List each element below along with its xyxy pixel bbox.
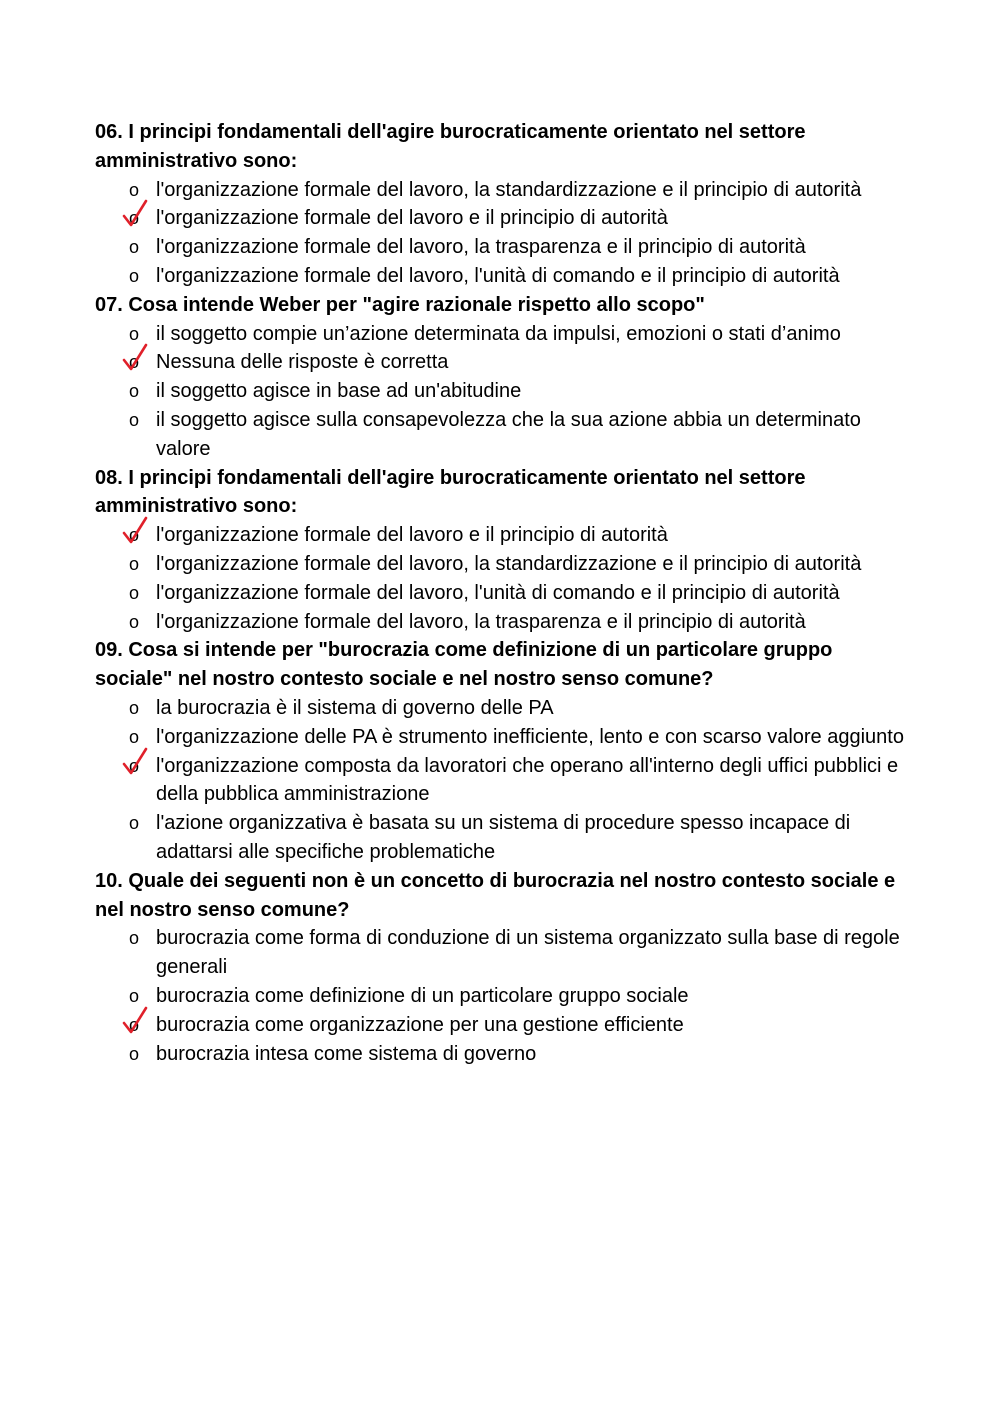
circle-bullet-icon: o xyxy=(128,1043,139,1064)
answer-option xyxy=(95,752,915,810)
question-block xyxy=(95,636,915,866)
question-block xyxy=(95,867,915,1069)
circle-bullet-icon: o xyxy=(128,323,139,344)
answer-text: l'organizzazione formale del lavoro e il principio di autorità xyxy=(156,524,668,547)
answer-text: il soggetto agisce sulla consapevolezza che la sua azione abbia un determinato valore xyxy=(156,408,861,460)
answer-option xyxy=(95,809,915,867)
answer-text: la burocrazia è il sistema di governo delle PA xyxy=(156,696,554,719)
circle-bullet-icon: o xyxy=(128,697,139,718)
answer-text: l'organizzazione formale del lavoro, la trasparenza e il principio di autorità xyxy=(156,236,806,259)
answer-option xyxy=(95,723,915,752)
question-title: 09. Cosa si intende per "burocrazia come definizione di un particolare gruppo sociale" nel nostro contesto sociale e nel nostro senso comune? xyxy=(95,639,833,691)
answer-options xyxy=(95,924,915,1068)
answer-text: l'organizzazione formale del lavoro, la standardizzazione e il principio di autorità xyxy=(156,178,862,201)
question-title: 08. I principi fondamentali dell'agire burocraticamente orientato nel settore amministrativo sono: xyxy=(95,466,806,518)
question-block xyxy=(95,118,915,291)
answer-text: burocrazia come forma di conduzione di un sistema organizzato sulla base di regole generali xyxy=(156,927,900,979)
circle-bullet-icon: o xyxy=(128,553,139,574)
question-block xyxy=(95,464,915,637)
circle-bullet-icon: o xyxy=(128,611,139,632)
answer-option xyxy=(95,320,915,349)
answer-options xyxy=(95,320,915,464)
question-title: 07. Cosa intende Weber per "agire razionale rispetto allo scopo" xyxy=(95,293,705,316)
answer-option xyxy=(95,233,915,262)
answer-options xyxy=(95,176,915,291)
answer-option xyxy=(95,608,915,637)
answer-text: burocrazia come organizzazione per una gestione efficiente xyxy=(156,1013,684,1036)
answer-text: burocrazia come definizione di un particolare gruppo sociale xyxy=(156,984,689,1007)
question-title: 10. Quale dei seguenti non è un concetto di burocrazia nel nostro contesto sociale e nel nostro senso comune? xyxy=(95,869,896,921)
circle-bullet-icon: o xyxy=(128,726,139,747)
circle-bullet-icon: o xyxy=(128,813,139,834)
circle-bullet-icon: o xyxy=(128,381,139,402)
circle-bullet-icon: o xyxy=(128,265,139,286)
circle-bullet-icon: o xyxy=(128,985,139,1006)
answer-text: burocrazia intesa come sistema di governo xyxy=(156,1042,537,1065)
answer-option xyxy=(95,262,915,291)
answer-option xyxy=(95,521,915,550)
answer-option xyxy=(95,924,915,982)
answer-option xyxy=(95,579,915,608)
circle-bullet-icon: o xyxy=(128,928,139,949)
answer-text: l'azione organizzativa è basata su un sistema di procedure spesso incapace di adattarsi alle specifiche problematiche xyxy=(156,812,851,863)
answer-text: il soggetto compie un’azione determinata da impulsi, emozioni o stati d’animo xyxy=(156,322,841,345)
circle-bullet-icon: o xyxy=(128,352,139,373)
answer-option xyxy=(95,204,915,233)
circle-bullet-icon: o xyxy=(128,179,139,200)
answer-text: il soggetto agisce in base ad un'abitudine xyxy=(156,380,522,403)
answer-option xyxy=(95,406,915,464)
circle-bullet-icon: o xyxy=(128,409,139,430)
answer-option xyxy=(95,176,915,205)
answer-options xyxy=(95,694,915,867)
question-block xyxy=(95,291,915,464)
answer-option xyxy=(95,1040,915,1069)
circle-bullet-icon: o xyxy=(128,208,139,229)
circle-bullet-icon: o xyxy=(128,237,139,258)
answer-text: l'organizzazione formale del lavoro, l'unità di comando e il principio di autorità xyxy=(156,264,840,287)
quiz-document xyxy=(95,118,915,1068)
circle-bullet-icon: o xyxy=(128,582,139,603)
circle-bullet-icon: o xyxy=(128,525,139,546)
answer-option xyxy=(95,1011,915,1040)
answer-option xyxy=(95,982,915,1011)
answer-text: l'organizzazione formale del lavoro e il principio di autorità xyxy=(156,207,668,230)
answer-option xyxy=(95,348,915,377)
answer-text: Nessuna delle risposte è corretta xyxy=(156,351,449,374)
circle-bullet-icon: o xyxy=(128,1014,139,1035)
question-title: 06. I principi fondamentali dell'agire burocraticamente orientato nel settore amministrativo sono: xyxy=(95,121,806,172)
circle-bullet-icon: o xyxy=(128,755,139,776)
answer-text: l'organizzazione formale del lavoro, la standardizzazione e il principio di autorità xyxy=(156,552,862,575)
answer-text: l'organizzazione delle PA è strumento inefficiente, lento e con scarso valore aggiunto xyxy=(156,725,904,748)
answer-text: l'organizzazione formale del lavoro, l'unità di comando e il principio di autorità xyxy=(156,581,840,604)
answer-option xyxy=(95,550,915,579)
answer-option xyxy=(95,694,915,723)
answer-options xyxy=(95,521,915,636)
answer-text: l'organizzazione formale del lavoro, la trasparenza e il principio di autorità xyxy=(156,610,806,633)
answer-option xyxy=(95,377,915,406)
answer-text: l'organizzazione composta da lavoratori che operano all'interno degli uffici pubblici e della pubblica amministrazione xyxy=(156,754,899,806)
